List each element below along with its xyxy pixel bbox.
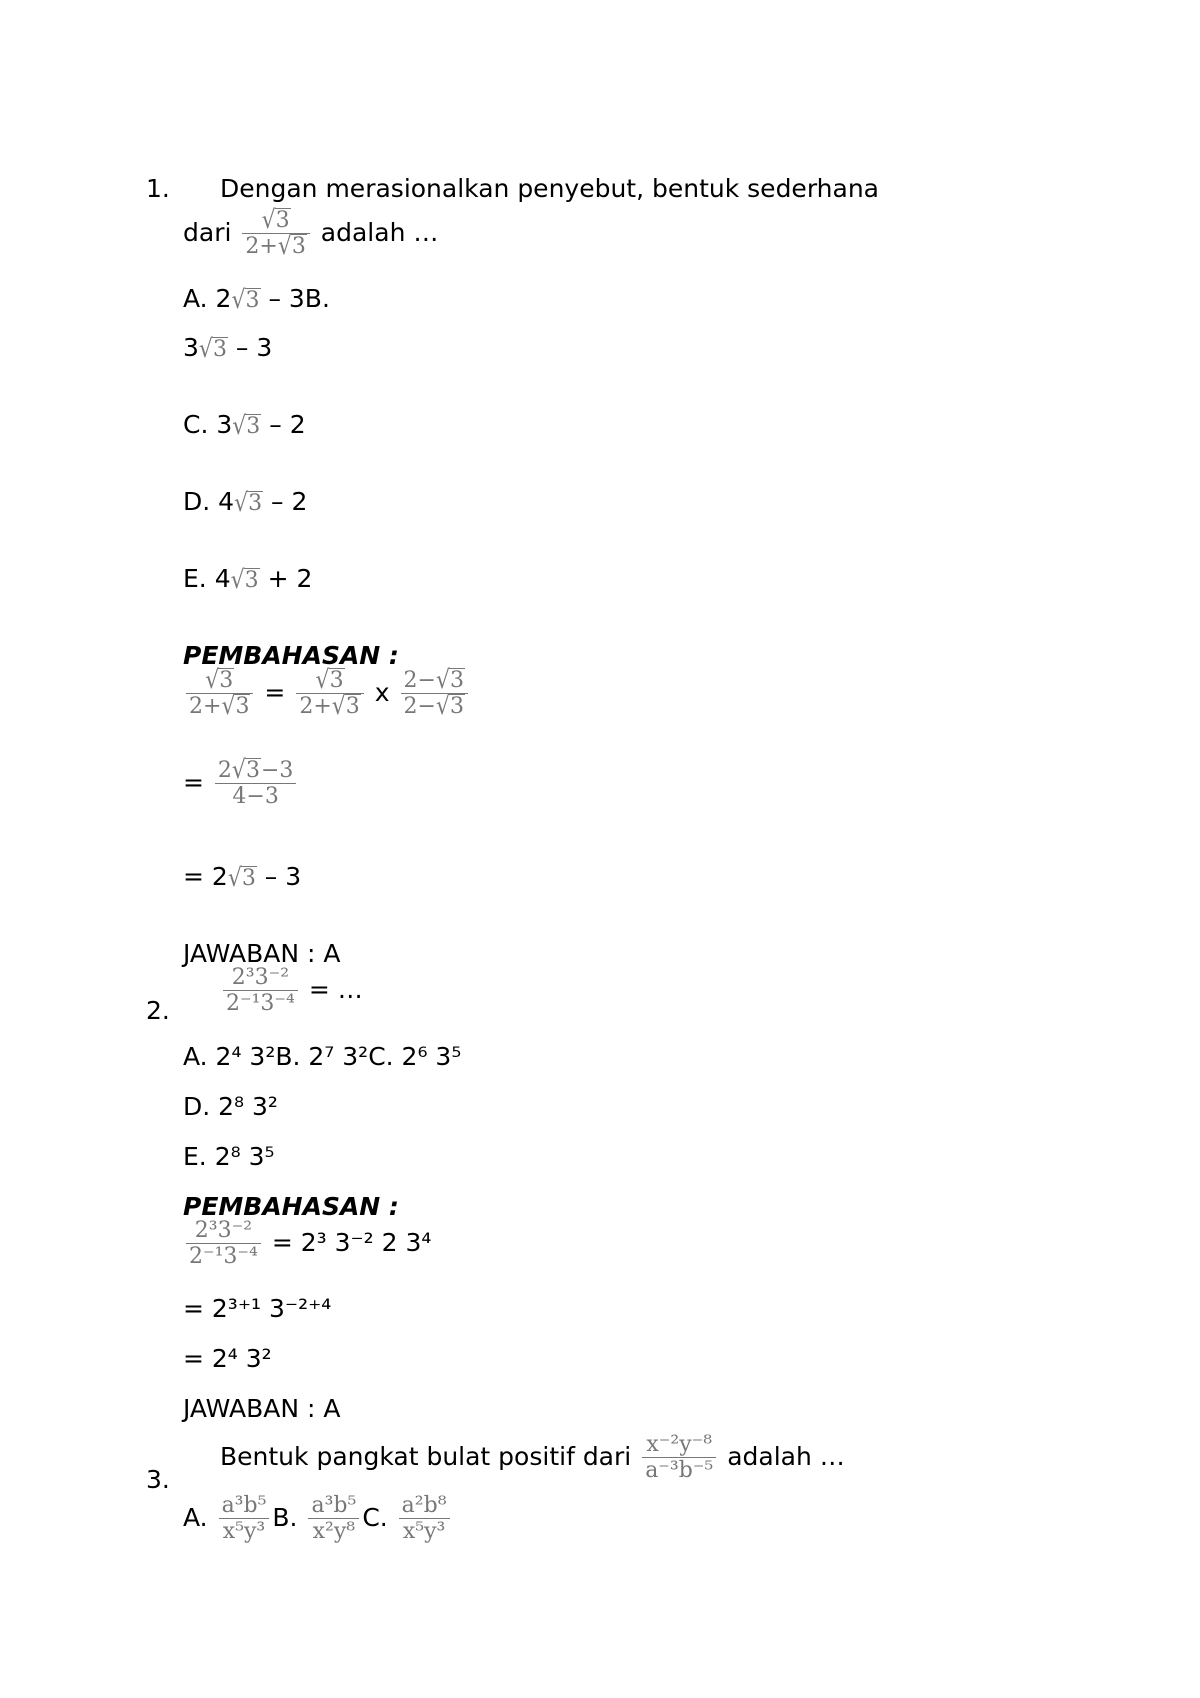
question-1-fraction: $\frac{√3}{2+√3}$ <box>242 208 309 260</box>
q2-options-abc: A. 2⁴ 3²B. 2⁷ 3²C. 2⁶ 3⁵ <box>183 1042 462 1071</box>
q2-pembahasan-heading: PEMBAHASAN : <box>183 1192 399 1221</box>
q1-step1-frac-mid: $\frac{√3}{2+√3}$ <box>296 668 363 720</box>
q1-option-c: C. 3√3 – 2 <box>183 410 306 441</box>
q1-solution-step-2: = $\frac{2√3-3}{4-3}$ <box>183 758 299 810</box>
q2-solution-step-3: = 2⁴ 3² <box>183 1344 272 1373</box>
q1-solution-step-1: $\frac{√3}{2+√3}$ = $\frac{√3}{2+√3}$ x $\frac{2-√3}{2-√3}$ <box>183 668 471 720</box>
question-1-stem-line2 <box>183 208 438 260</box>
q1-option-a: A. 2√3 – 3B. <box>183 284 330 315</box>
q1-step1-frac-left: $\frac{√3}{2+√3}$ <box>186 668 253 720</box>
q3-option-c-fraction: $\frac{\text{a²b⁸}}{\text{x⁵y³}}$ <box>399 1493 450 1545</box>
q3-option-b-fraction: $\frac{\text{a³b⁵}}{\text{x²y⁸}}$ <box>308 1493 359 1545</box>
q2-solution-step-2: = 2³⁺¹ 3⁻²⁺⁴ <box>183 1294 332 1323</box>
question-3-fraction: $\frac{\text{x⁻²y⁻⁸}}{\text{a⁻³b⁻⁵}}$ <box>642 1432 716 1484</box>
question-1-dari: dari <box>183 217 232 247</box>
q1-pembahasan-heading: PEMBAHASAN : <box>183 641 399 670</box>
q3-options-abc: A. $\frac{\text{a³b⁵}}{\text{x⁵y³}}$ B. $\frac{\text{a³b⁵}}{\text{x²y⁸}}$ C. $\frac{\text{a²b⁸}}{\text{x⁵y³}}$ <box>183 1493 453 1545</box>
q1-answer: JAWABAN : A <box>183 939 341 968</box>
q2-answer: JAWABAN : A <box>183 1394 341 1423</box>
q2-step1-frac: $\frac{\text{2³3⁻²}}{\text{2⁻¹3⁻⁴}}$ <box>186 1218 261 1270</box>
q1-solution-step-3: = 2√3 – 3 <box>183 862 302 893</box>
question-2-fraction: $\frac{\text{2³3⁻²}}{\text{2⁻¹3⁻⁴}}$ <box>223 965 298 1017</box>
question-1-stem: Dengan merasionalkan penyebut, bentuk sederhana <box>220 174 879 203</box>
question-1-adalah: adalah … <box>320 217 439 247</box>
q2-option-d: D. 2⁸ 3² <box>183 1092 278 1121</box>
q1-step1-frac-conjugate: $\frac{2-√3}{2-√3}$ <box>401 668 468 720</box>
question-1-number: 1. <box>146 174 170 203</box>
q1-option-b: 3√3 – 3 <box>183 333 273 364</box>
q3-option-a-fraction: $\frac{\text{a³b⁵}}{\text{x⁵y³}}$ <box>219 1493 270 1545</box>
q1-option-e: E. 4√3 + 2 <box>183 564 313 595</box>
q2-option-e: E. 2⁸ 3⁵ <box>183 1142 275 1171</box>
question-3-number: 3. <box>146 1465 170 1494</box>
question-3-stem: Bentuk pangkat bulat positif dari $\frac{\text{x⁻²y⁻⁸}}{\text{a⁻³b⁻⁵}}$ adalah … <box>220 1432 845 1484</box>
q2-solution-step-1: $\frac{\text{2³3⁻²}}{\text{2⁻¹3⁻⁴}}$ = 2³ 3⁻² 2 3⁴ <box>183 1218 431 1270</box>
question-2-number: 2. <box>146 996 170 1025</box>
q1-step2-frac: $\frac{2√3-3}{4-3}$ <box>215 758 296 810</box>
question-2-stem: $\frac{\text{2³3⁻²}}{\text{2⁻¹3⁻⁴}}$ = … <box>220 965 363 1017</box>
q1-option-d: D. 4√3 – 2 <box>183 487 308 518</box>
